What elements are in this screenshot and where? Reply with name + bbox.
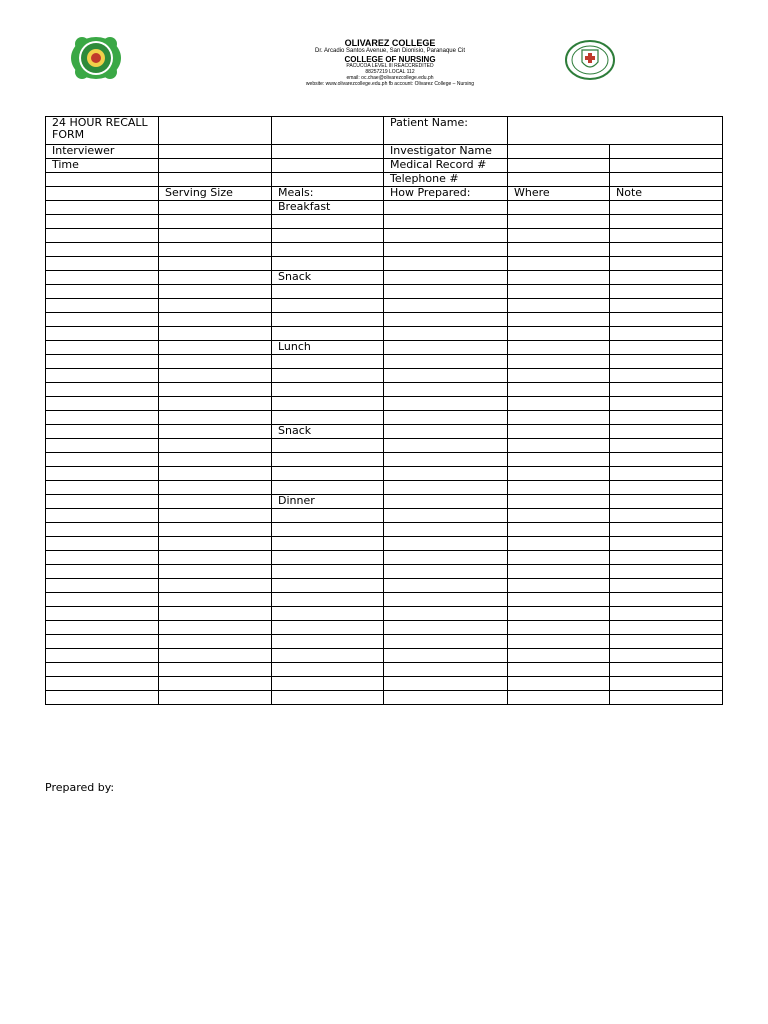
entry-cell[interactable]: [508, 257, 610, 271]
entry-cell[interactable]: [384, 243, 508, 257]
entry-cell[interactable]: [46, 341, 159, 355]
entry-cell[interactable]: [159, 313, 272, 327]
entry-cell[interactable]: [610, 579, 723, 593]
table-row: [46, 341, 723, 355]
time-label: Time: [46, 159, 159, 173]
entry-cell[interactable]: [508, 229, 610, 243]
entry-cell[interactable]: [159, 411, 272, 425]
table-row: [46, 355, 723, 369]
entry-cell[interactable]: [46, 537, 159, 551]
entry-cell[interactable]: [610, 467, 723, 481]
entry-cell[interactable]: [508, 593, 610, 607]
patient-name-field[interactable]: [508, 117, 723, 145]
table-row: [46, 481, 723, 495]
entry-cell[interactable]: [384, 565, 508, 579]
entry-cell[interactable]: [272, 257, 384, 271]
college-address: Dr. Arcadio Santos Avenue, San Dionisio, Paranaque Cit: [315, 48, 465, 55]
entry-cell[interactable]: [272, 243, 384, 257]
entry-cell[interactable]: [610, 411, 723, 425]
meal-label: Breakfast: [272, 201, 384, 215]
entry-cell[interactable]: [508, 467, 610, 481]
entry-cell[interactable]: [272, 285, 384, 299]
entry-cell[interactable]: [272, 635, 384, 649]
entry-cell[interactable]: [272, 383, 384, 397]
entry-cell[interactable]: [384, 271, 508, 285]
entry-cell[interactable]: [508, 495, 610, 509]
entry-cell[interactable]: [610, 663, 723, 677]
entry-cell[interactable]: [159, 677, 272, 691]
prepared-by-label: Prepared by:: [45, 781, 115, 794]
entry-cell[interactable]: [610, 397, 723, 411]
entry-cell[interactable]: [159, 257, 272, 271]
entry-cell[interactable]: [384, 467, 508, 481]
entry-cell[interactable]: [610, 243, 723, 257]
entry-cell[interactable]: [610, 215, 723, 229]
table-row: [46, 229, 723, 243]
entry-cell[interactable]: [159, 355, 272, 369]
entry-cell[interactable]: [384, 313, 508, 327]
entry-cell[interactable]: [159, 271, 272, 285]
entry-cell[interactable]: [272, 313, 384, 327]
table-row: [46, 397, 723, 411]
entry-cell[interactable]: [508, 383, 610, 397]
meal-label: Snack: [272, 425, 384, 439]
entry-cell[interactable]: [610, 369, 723, 383]
table-row: [46, 593, 723, 607]
entry-cell[interactable]: [610, 635, 723, 649]
entry-cell[interactable]: [46, 425, 159, 439]
table-row: [46, 411, 723, 425]
entry-cell[interactable]: [159, 229, 272, 243]
entry-cell[interactable]: [159, 243, 272, 257]
table-row: [46, 425, 723, 439]
entry-cell[interactable]: [508, 579, 610, 593]
entry-cell[interactable]: [384, 215, 508, 229]
entry-cell[interactable]: [159, 691, 272, 705]
entry-cell[interactable]: [46, 313, 159, 327]
entry-cell[interactable]: [159, 467, 272, 481]
entry-cell[interactable]: [610, 495, 723, 509]
entry-cell[interactable]: [46, 369, 159, 383]
entry-cell[interactable]: [46, 285, 159, 299]
entry-cell[interactable]: [159, 663, 272, 677]
entry-cell[interactable]: [610, 621, 723, 635]
entry-cell[interactable]: [46, 257, 159, 271]
entry-cell[interactable]: [610, 355, 723, 369]
entry-cell[interactable]: [272, 523, 384, 537]
entry-cell[interactable]: [46, 383, 159, 397]
entry-cell[interactable]: [610, 313, 723, 327]
entry-cell[interactable]: [159, 453, 272, 467]
table-row: [46, 467, 723, 481]
entry-cell[interactable]: [159, 551, 272, 565]
entry-cell[interactable]: [46, 327, 159, 341]
table-row: [46, 677, 723, 691]
entry-cell[interactable]: [46, 355, 159, 369]
entry-cell[interactable]: [159, 299, 272, 313]
entry-cell[interactable]: [508, 355, 610, 369]
entry-cell[interactable]: [508, 607, 610, 621]
entry-cell[interactable]: [46, 411, 159, 425]
entry-cell[interactable]: [272, 551, 384, 565]
entry-cell[interactable]: [508, 509, 610, 523]
entry-cell[interactable]: [508, 397, 610, 411]
table-row: [46, 509, 723, 523]
table-row: [46, 649, 723, 663]
entry-cell[interactable]: [272, 691, 384, 705]
entry-cell[interactable]: [272, 229, 384, 243]
col-where: Where: [508, 187, 610, 201]
entry-cell[interactable]: [46, 397, 159, 411]
investigator-label: Investigator Name: [384, 145, 508, 159]
entry-cell[interactable]: [508, 635, 610, 649]
interviewer-label: Interviewer: [46, 145, 159, 159]
entry-cell[interactable]: [46, 607, 159, 621]
entry-cell[interactable]: [159, 635, 272, 649]
entry-cell[interactable]: [46, 677, 159, 691]
entry-cell[interactable]: [272, 663, 384, 677]
entry-cell[interactable]: [508, 621, 610, 635]
table-row: [46, 243, 723, 257]
table-row: [46, 299, 723, 313]
entry-cell[interactable]: [610, 439, 723, 453]
entry-cell[interactable]: [46, 453, 159, 467]
entry-cell[interactable]: [159, 579, 272, 593]
entry-cell[interactable]: [508, 327, 610, 341]
entry-cell[interactable]: [508, 663, 610, 677]
entry-cell[interactable]: [46, 593, 159, 607]
blank-cell[interactable]: [46, 173, 159, 187]
entry-cell[interactable]: [159, 201, 272, 215]
entry-cell[interactable]: [272, 369, 384, 383]
entry-cell[interactable]: [508, 481, 610, 495]
col-serving-size: Serving Size: [159, 187, 272, 201]
entry-cell[interactable]: [272, 677, 384, 691]
table-row: [46, 579, 723, 593]
entry-cell[interactable]: [272, 537, 384, 551]
entry-cell[interactable]: [159, 537, 272, 551]
entry-cell[interactable]: [46, 663, 159, 677]
table-row: [46, 383, 723, 397]
table-row: [46, 215, 723, 229]
entry-cell[interactable]: [384, 453, 508, 467]
entry-cell[interactable]: [384, 593, 508, 607]
entry-cell[interactable]: [46, 691, 159, 705]
entry-cell[interactable]: [159, 523, 272, 537]
table-row: [46, 495, 723, 509]
entry-cell[interactable]: [272, 439, 384, 453]
time-field-2[interactable]: [272, 159, 384, 173]
table-row: [46, 523, 723, 537]
col-meals: Meals:: [272, 187, 384, 201]
time-field[interactable]: [159, 159, 272, 173]
entry-cell[interactable]: [46, 243, 159, 257]
entry-cell[interactable]: [384, 635, 508, 649]
entry-cell[interactable]: [384, 509, 508, 523]
entry-cell[interactable]: [46, 481, 159, 495]
entry-cell[interactable]: [46, 635, 159, 649]
entry-cell[interactable]: [159, 341, 272, 355]
entry-cell[interactable]: [610, 299, 723, 313]
entry-cell[interactable]: [46, 621, 159, 635]
college-name: OLIVAREZ COLLEGE: [344, 38, 436, 48]
entry-cell[interactable]: [272, 327, 384, 341]
entry-cell[interactable]: [610, 425, 723, 439]
entry-cell[interactable]: [508, 439, 610, 453]
entry-cell[interactable]: [610, 649, 723, 663]
table-row: [46, 369, 723, 383]
table-row: [46, 551, 723, 565]
entry-cell[interactable]: [384, 299, 508, 313]
entry-cell[interactable]: [508, 649, 610, 663]
interviewer-field-2[interactable]: [272, 145, 384, 159]
entry-cell[interactable]: [46, 215, 159, 229]
entry-cell[interactable]: [508, 425, 610, 439]
department-name: COLLEGE OF NURSING: [344, 55, 436, 65]
website: website: www.olivarezcollege.edu.ph fb account: Olivarez College – Nursing: [305, 80, 475, 87]
entry-cell[interactable]: [610, 593, 723, 607]
entry-cell[interactable]: [508, 537, 610, 551]
investigator-field-2[interactable]: [610, 145, 723, 159]
entry-cell[interactable]: [384, 691, 508, 705]
entry-cell[interactable]: [46, 565, 159, 579]
entry-cell[interactable]: [272, 649, 384, 663]
entry-cell[interactable]: [272, 509, 384, 523]
entry-cell[interactable]: [272, 607, 384, 621]
entry-cell[interactable]: [384, 229, 508, 243]
letterhead: [240, 38, 540, 87]
entry-cell[interactable]: [508, 677, 610, 691]
entry-cell[interactable]: [159, 383, 272, 397]
entry-cell[interactable]: [508, 243, 610, 257]
table-row: [46, 635, 723, 649]
olivarez-college-seal-icon: [70, 36, 122, 84]
medical-record-field[interactable]: [508, 159, 610, 173]
entry-cell[interactable]: [610, 341, 723, 355]
interviewer-field[interactable]: [159, 145, 272, 159]
table-row: [46, 621, 723, 635]
table-row: [46, 285, 723, 299]
entry-cell[interactable]: [384, 285, 508, 299]
entry-cell[interactable]: [508, 313, 610, 327]
entry-cell[interactable]: [384, 411, 508, 425]
entry-cell[interactable]: [159, 495, 272, 509]
entry-cell[interactable]: [272, 621, 384, 635]
entry-cell[interactable]: [46, 299, 159, 313]
table-row: [46, 327, 723, 341]
entry-cell[interactable]: [384, 551, 508, 565]
table-row: [46, 453, 723, 467]
title-blank-1[interactable]: [159, 117, 272, 145]
entry-cell[interactable]: [159, 285, 272, 299]
entry-cell[interactable]: [384, 607, 508, 621]
entry-cell[interactable]: [508, 341, 610, 355]
entry-cell[interactable]: [508, 453, 610, 467]
email: email: oc.chae@olivarezcollege.edu.ph: [346, 74, 434, 81]
entry-cell[interactable]: [46, 579, 159, 593]
entry-cell[interactable]: [610, 201, 723, 215]
entry-cell[interactable]: [384, 537, 508, 551]
entry-cell[interactable]: [46, 523, 159, 537]
entry-cell[interactable]: [159, 481, 272, 495]
entry-cell[interactable]: [384, 495, 508, 509]
telephone-field-2[interactable]: [610, 173, 723, 187]
meal-label: Lunch: [272, 341, 384, 355]
medical-record-label: Medical Record #: [384, 159, 508, 173]
entry-cell[interactable]: [46, 201, 159, 215]
entry-cell[interactable]: [272, 355, 384, 369]
entry-cell[interactable]: [384, 341, 508, 355]
entry-cell[interactable]: [508, 565, 610, 579]
telephone-field[interactable]: [508, 173, 610, 187]
form-title: 24 HOUR RECALL FORM: [46, 117, 159, 145]
telephone-label: Telephone #: [384, 173, 508, 187]
entry-cell[interactable]: [272, 453, 384, 467]
entry-cell[interactable]: [508, 523, 610, 537]
entry-cell[interactable]: [508, 299, 610, 313]
entry-cell[interactable]: [159, 621, 272, 635]
entry-cell[interactable]: [272, 299, 384, 313]
investigator-field[interactable]: [508, 145, 610, 159]
entry-cell[interactable]: [272, 467, 384, 481]
entry-cell[interactable]: [159, 565, 272, 579]
entry-cell[interactable]: [610, 551, 723, 565]
entry-cell[interactable]: [508, 369, 610, 383]
entry-cell[interactable]: [384, 201, 508, 215]
meal-label: Dinner: [272, 495, 384, 509]
entry-cell[interactable]: [272, 215, 384, 229]
col-note: Note: [610, 187, 723, 201]
table-row: [46, 537, 723, 551]
entry-cell[interactable]: [508, 411, 610, 425]
entry-cell[interactable]: [610, 523, 723, 537]
entry-cell[interactable]: [384, 579, 508, 593]
meal-label: Snack: [272, 271, 384, 285]
entry-cell[interactable]: [46, 229, 159, 243]
entry-cell[interactable]: [610, 509, 723, 523]
entry-cell[interactable]: [384, 369, 508, 383]
entry-cell[interactable]: [384, 649, 508, 663]
entry-cell[interactable]: [46, 439, 159, 453]
medical-record-field-2[interactable]: [610, 159, 723, 173]
meal-rows: [46, 201, 723, 705]
entry-cell[interactable]: [159, 425, 272, 439]
entry-cell[interactable]: [610, 453, 723, 467]
table-row: [46, 607, 723, 621]
entry-cell[interactable]: [384, 355, 508, 369]
entry-cell[interactable]: [508, 215, 610, 229]
entry-cell[interactable]: [610, 481, 723, 495]
entry-cell[interactable]: [610, 257, 723, 271]
entry-cell[interactable]: [610, 691, 723, 705]
entry-cell[interactable]: [384, 621, 508, 635]
entry-cell[interactable]: [384, 327, 508, 341]
entry-cell[interactable]: [384, 523, 508, 537]
table-row: [46, 565, 723, 579]
table-row: [46, 663, 723, 677]
table-row: [46, 257, 723, 271]
entry-cell[interactable]: [384, 383, 508, 397]
table-row: [46, 313, 723, 327]
entry-cell[interactable]: [159, 439, 272, 453]
entry-cell[interactable]: [508, 271, 610, 285]
table-row: [46, 439, 723, 453]
entry-cell[interactable]: [384, 439, 508, 453]
entry-cell[interactable]: [508, 201, 610, 215]
entry-cell[interactable]: [159, 215, 272, 229]
entry-cell[interactable]: [508, 551, 610, 565]
col-how-prepared: How Prepared:: [384, 187, 508, 201]
blank-cell[interactable]: [159, 173, 272, 187]
entry-cell[interactable]: [46, 509, 159, 523]
entry-cell[interactable]: [159, 397, 272, 411]
table-row: [46, 271, 723, 285]
entry-cell[interactable]: [159, 593, 272, 607]
entry-cell[interactable]: [272, 565, 384, 579]
entry-cell[interactable]: [384, 677, 508, 691]
entry-cell[interactable]: [610, 607, 723, 621]
entry-cell[interactable]: [384, 663, 508, 677]
entry-cell[interactable]: [159, 327, 272, 341]
entry-cell[interactable]: [610, 327, 723, 341]
patient-name-label: Patient Name:: [384, 117, 508, 145]
entry-cell[interactable]: [272, 397, 384, 411]
phone: 88257219 LOCAL 112: [365, 69, 415, 76]
entry-cell[interactable]: [610, 537, 723, 551]
table-row: [46, 201, 723, 215]
entry-cell[interactable]: [384, 257, 508, 271]
accreditation: PACUCOA LEVEL III REACCREDITED: [346, 63, 434, 70]
entry-cell[interactable]: [272, 593, 384, 607]
entry-cell[interactable]: [610, 229, 723, 243]
title-blank-2[interactable]: [272, 117, 384, 145]
entry-cell[interactable]: [46, 551, 159, 565]
entry-cell[interactable]: [159, 649, 272, 663]
table-row: [46, 691, 723, 705]
entry-cell[interactable]: [46, 495, 159, 509]
entry-cell[interactable]: [384, 397, 508, 411]
entry-cell[interactable]: [508, 691, 610, 705]
entry-cell[interactable]: [159, 369, 272, 383]
entry-cell[interactable]: [272, 579, 384, 593]
entry-cell[interactable]: [508, 285, 610, 299]
entry-cell[interactable]: [272, 481, 384, 495]
entry-cell[interactable]: [272, 411, 384, 425]
entry-cell[interactable]: [384, 481, 508, 495]
entry-cell[interactable]: [610, 677, 723, 691]
entry-cell[interactable]: [159, 509, 272, 523]
entry-cell[interactable]: [610, 285, 723, 299]
entry-cell[interactable]: [46, 467, 159, 481]
college-of-nursing-seal-icon: [565, 40, 615, 84]
blank-cell[interactable]: [272, 173, 384, 187]
recall-table: [45, 116, 723, 705]
entry-cell[interactable]: [610, 565, 723, 579]
entry-cell[interactable]: [46, 649, 159, 663]
entry-cell[interactable]: [610, 271, 723, 285]
entry-cell[interactable]: [46, 271, 159, 285]
entry-cell[interactable]: [610, 383, 723, 397]
blank-cell[interactable]: [46, 187, 159, 201]
entry-cell[interactable]: [384, 425, 508, 439]
entry-cell[interactable]: [159, 607, 272, 621]
